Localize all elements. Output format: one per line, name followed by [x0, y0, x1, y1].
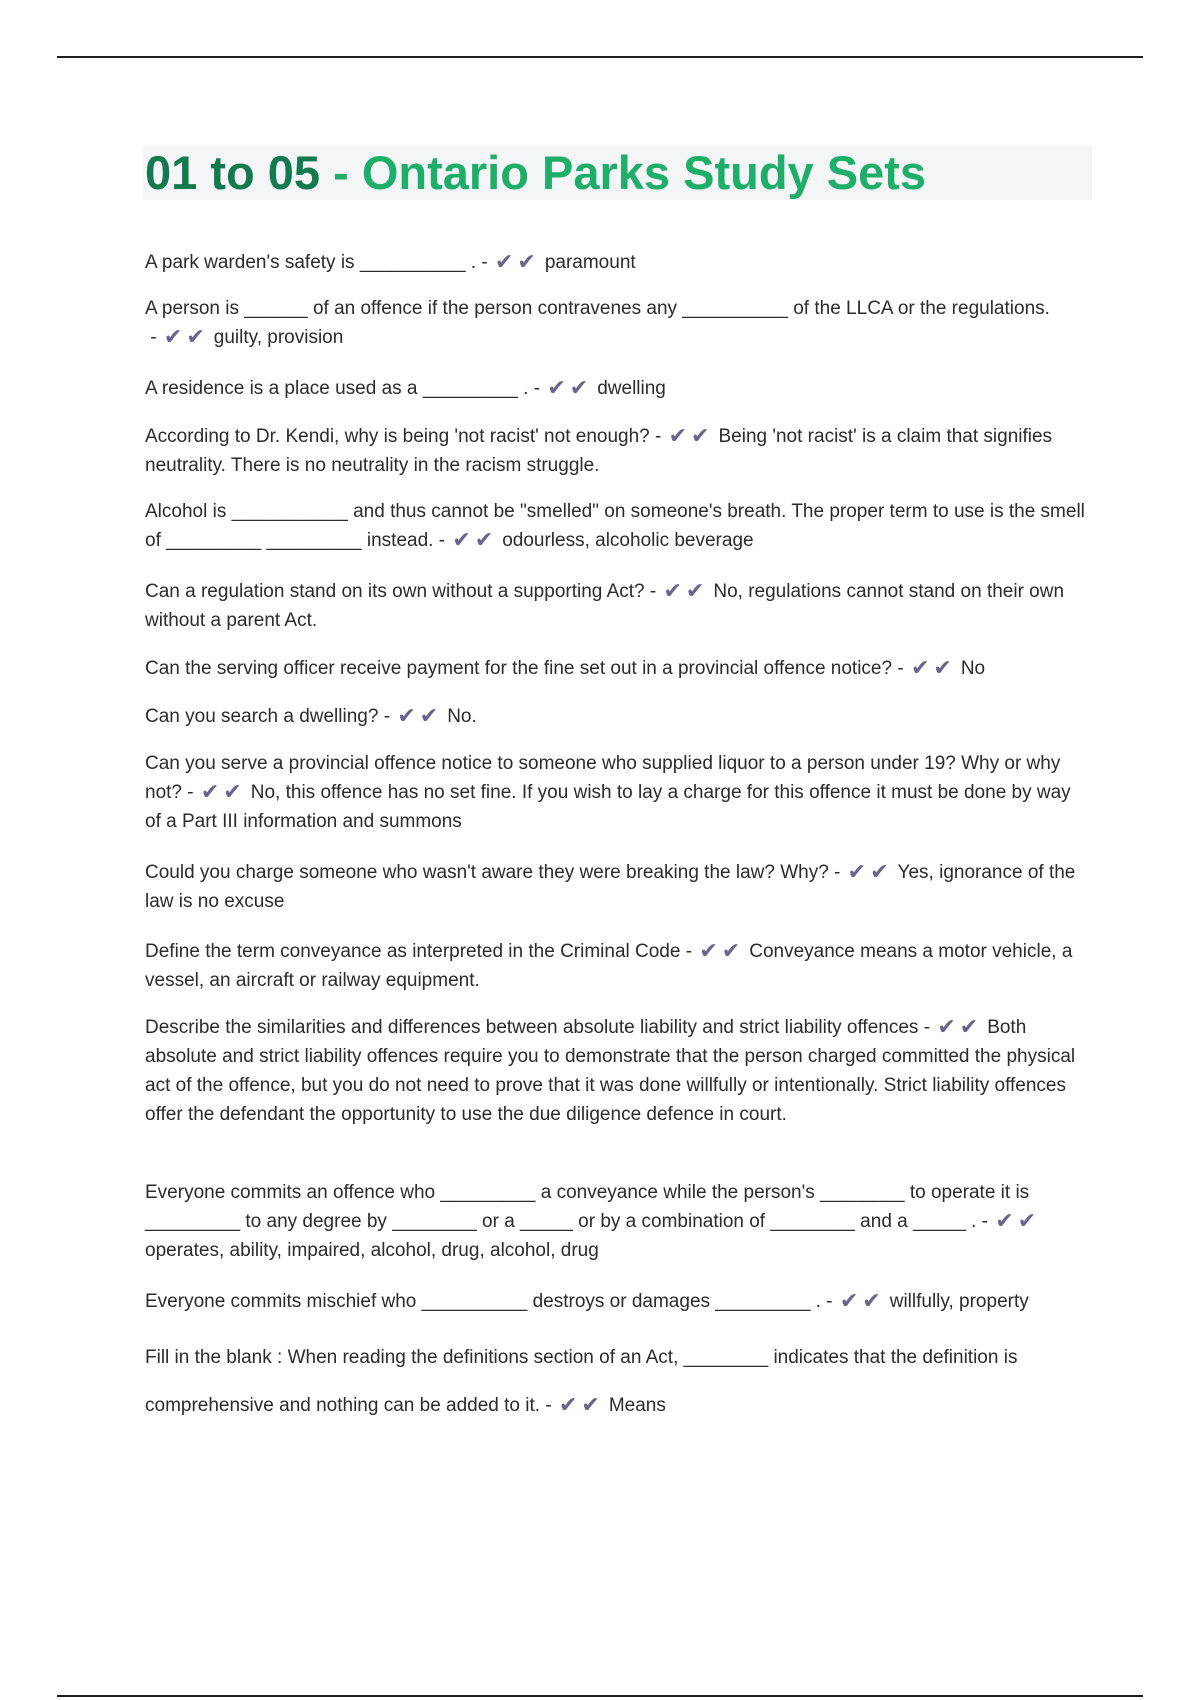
- question-text: Can the serving officer receive payment for the fine set out in a provincial offence notice?: [145, 658, 893, 679]
- question-text: Could you charge someone who wasn't aware they were breaking the law? Why?: [145, 862, 829, 883]
- title-text: - Ontario Parks Study Sets: [320, 146, 926, 199]
- check-mark-icon: ✔✔: [558, 1393, 604, 1418]
- answer-text: No, regulations cannot stand on their own without a parent Act.: [145, 581, 1065, 631]
- answer-text: Yes, ignorance of the law is no excuse: [145, 862, 1076, 912]
- qa-item: [145, 374, 1090, 403]
- answer-text: operates, ability, impaired, alcohol, drug, alcohol, drug: [145, 1240, 599, 1261]
- qa-item: [145, 1178, 1090, 1265]
- qa-item: [145, 937, 1090, 995]
- qa-item: [145, 1334, 1090, 1430]
- qa-item: [145, 702, 1090, 731]
- check-mark-icon: ✔✔: [200, 780, 246, 805]
- separator: -: [433, 530, 451, 551]
- answer-text: dwelling: [597, 378, 666, 399]
- separator: -: [145, 327, 162, 348]
- answer-text: odourless, alcoholic beverage: [502, 530, 754, 551]
- bottom-rule: [57, 1695, 1143, 1697]
- check-mark-icon: ✔✔: [547, 376, 593, 401]
- separator: -: [649, 426, 667, 447]
- separator: -: [976, 1211, 994, 1232]
- separator: -: [378, 706, 396, 727]
- answer-text: Being 'not racist' is a claim that signifies neutrality. There is no neutrality in the racism struggle.: [145, 426, 1053, 476]
- qa-item: [145, 858, 1090, 916]
- separator: -: [644, 581, 662, 602]
- qa-item: [145, 1013, 1090, 1129]
- question-text: A park warden's safety is __________ .: [145, 252, 477, 273]
- check-mark-icon: ✔✔: [839, 1289, 885, 1314]
- question-text: Everyone commits an offence who _________ a conveyance while the person's ________ to operate it is _________ to any degree by ________ or a _____ or by a combination of ________ and a _____ .: [145, 1182, 1030, 1232]
- check-mark-icon: ✔✔: [663, 579, 709, 604]
- qa-item: [145, 497, 1090, 555]
- separator: -: [820, 1291, 838, 1312]
- question-text: Can you search a dwelling?: [145, 706, 379, 727]
- qa-item: [145, 422, 1090, 480]
- question-text: According to Dr. Kendi, why is being 'not racist' not enough?: [145, 426, 650, 447]
- question-text: Describe the similarities and differences between absolute liability and strict liability offences: [145, 1017, 919, 1038]
- separator: -: [828, 862, 846, 883]
- separator: -: [892, 658, 909, 679]
- title-number-range: 01 to 05: [145, 146, 321, 199]
- question-text: Fill in the blank : When reading the definitions section of an Act, ________ indicates that the definition is comprehensive and nothing can be added to it.: [145, 1347, 1018, 1416]
- answer-text: guilty, provision: [213, 327, 344, 348]
- check-mark-icon: ✔✔: [995, 1209, 1041, 1234]
- separator: -: [918, 1017, 936, 1038]
- qa-item: [145, 654, 1090, 683]
- check-mark-icon: ✔✔: [452, 528, 498, 553]
- check-mark-icon: ✔✔: [937, 1015, 983, 1040]
- qa-item: [145, 294, 1090, 352]
- separator: -: [476, 252, 493, 273]
- answer-text: Both absolute and strict liability offences require you to demonstrate that the person charged committed the physical act of the offence, but you do not need to prove that it was done willfully or intentionally. Strict liability offences offer the defendant the opportunity to use the due diligence defence in court.: [145, 1017, 1076, 1125]
- answer-text: No, this offence has no set fine. If you wish to lay a charge for this offence it must be done by way of a Part III information and summons: [145, 782, 1071, 832]
- page-title: [145, 146, 926, 200]
- answer-text: willfully, property: [889, 1291, 1029, 1312]
- check-mark-icon: ✔✔: [668, 424, 714, 449]
- check-mark-icon: ✔✔: [397, 704, 443, 729]
- answer-text: No: [960, 658, 986, 679]
- check-mark-icon: ✔✔: [699, 939, 745, 964]
- answer-text: Means: [608, 1395, 666, 1416]
- question-text: Can you serve a provincial offence notice to someone who supplied liquor to a person under 19? Why or why not?: [145, 753, 1061, 803]
- separator: -: [540, 1395, 557, 1416]
- qa-item: [145, 577, 1090, 635]
- answer-text: Conveyance means a motor vehicle, a vessel, an aircraft or railway equipment.: [145, 941, 1073, 991]
- qa-item: [145, 248, 1090, 277]
- check-mark-icon: ✔✔: [494, 250, 540, 275]
- answer-text: No.: [447, 706, 477, 727]
- question-text: Define the term conveyance as interpreted in the Criminal Code: [145, 941, 681, 962]
- separator: -: [528, 378, 546, 399]
- question-text: A person is ______ of an offence if the person contravenes any __________ of the LLCA or the regulations.: [145, 298, 1050, 319]
- separator: -: [181, 782, 199, 803]
- qa-item: [145, 749, 1090, 836]
- qa-item: [145, 1287, 1090, 1316]
- check-mark-icon: ✔✔: [163, 325, 209, 350]
- question-text: Can a regulation stand on its own without a supporting Act?: [145, 581, 645, 602]
- question-text: Alcohol is ___________ and thus cannot be "smelled" on someone's breath. The proper term to use is the smell of _________ _________ instead.: [145, 501, 1085, 551]
- question-text: A residence is a place used as a _________ .: [145, 378, 529, 399]
- check-mark-icon: ✔✔: [847, 860, 893, 885]
- separator: -: [680, 941, 698, 962]
- question-text: Everyone commits mischief who __________ destroys or damages _________ .: [145, 1291, 821, 1312]
- check-mark-icon: ✔✔: [910, 656, 956, 681]
- top-rule: [57, 56, 1143, 58]
- answer-text: paramount: [544, 252, 636, 273]
